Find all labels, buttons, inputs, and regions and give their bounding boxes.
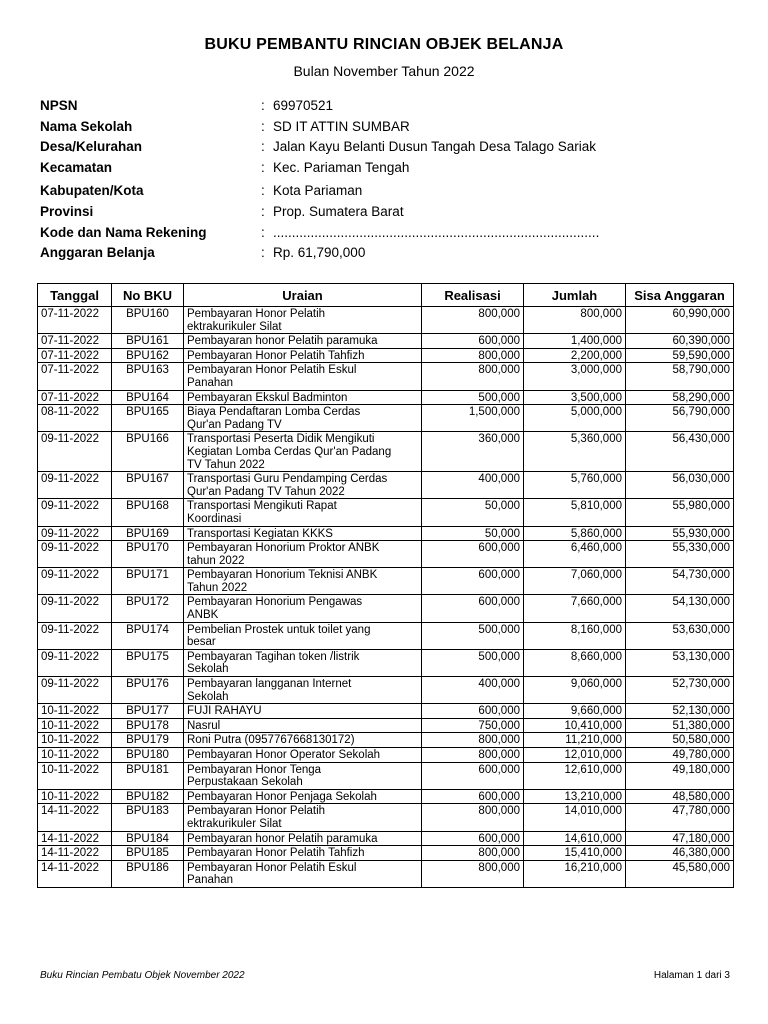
uraian-line: ektrakurikuler Silat xyxy=(187,817,282,830)
cell-realisasi: 800,000 xyxy=(422,846,524,861)
cell-uraian xyxy=(184,622,422,649)
header-no-bku: No BKU xyxy=(112,284,184,307)
uraian-line: Pembayaran honor Pelatih paramuka xyxy=(187,832,378,845)
uraian-line: Transportasi Peserta Didik Mengikuti xyxy=(187,433,375,446)
uraian-line: ektrakurikuler Silat xyxy=(187,320,282,333)
cell-realisasi: 800,000 xyxy=(422,748,524,763)
cell-uraian xyxy=(184,649,422,676)
table-row xyxy=(38,804,734,831)
uraian-line: Pembayaran Honorium Pengawas xyxy=(187,596,363,609)
cell-sisa-anggaran: 54,730,000 xyxy=(626,568,734,595)
cell-realisasi: 500,000 xyxy=(422,649,524,676)
cell-jumlah: 9,060,000 xyxy=(524,677,626,704)
uraian-line: Pembayaran Tagihan token /listrik xyxy=(187,650,360,663)
cell-jumlah: 7,660,000 xyxy=(524,595,626,622)
cell-uraian xyxy=(184,541,422,568)
uraian-line: Qur'an Padang TV xyxy=(187,418,282,431)
cell-no-bku: BPU179 xyxy=(112,733,184,748)
uraian-line: Transportasi Kegiatan KKKS xyxy=(187,527,333,540)
table-body xyxy=(38,307,734,888)
cell-uraian xyxy=(184,432,422,472)
cell-sisa-anggaran: 56,030,000 xyxy=(626,472,734,499)
info-separator: : xyxy=(261,183,265,199)
uraian-line: Pembayaran Honor Pelatih Eskul xyxy=(187,861,357,874)
table-row xyxy=(38,348,734,363)
cell-no-bku: BPU164 xyxy=(112,390,184,405)
table-row xyxy=(38,704,734,719)
cell-no-bku: BPU160 xyxy=(112,307,184,334)
cell-sisa-anggaran: 47,180,000 xyxy=(626,831,734,846)
cell-no-bku: BPU161 xyxy=(112,334,184,349)
cell-realisasi: 600,000 xyxy=(422,568,524,595)
info-label: Nama Sekolah xyxy=(40,118,133,134)
cell-jumlah: 3,000,000 xyxy=(524,363,626,390)
cell-no-bku: BPU163 xyxy=(112,363,184,390)
info-row-npsn xyxy=(40,98,740,119)
info-row-kode-rekening xyxy=(40,225,740,246)
cell-jumlah: 3,500,000 xyxy=(524,390,626,405)
cell-realisasi: 800,000 xyxy=(422,307,524,334)
cell-tanggal: 09-11-2022 xyxy=(38,622,112,649)
cell-no-bku: BPU181 xyxy=(112,762,184,789)
uraian-line: Pembayaran Honor Pelatih Tahfizh xyxy=(187,847,365,860)
cell-realisasi: 50,000 xyxy=(422,526,524,541)
info-label: Provinsi xyxy=(40,203,94,219)
cell-no-bku: BPU165 xyxy=(112,405,184,432)
cell-tanggal: 07-11-2022 xyxy=(38,348,112,363)
cell-realisasi: 800,000 xyxy=(422,348,524,363)
cell-uraian xyxy=(184,526,422,541)
uraian-line: tahun 2022 xyxy=(187,554,245,567)
cell-sisa-anggaran: 56,430,000 xyxy=(626,432,734,472)
cell-tanggal: 09-11-2022 xyxy=(38,568,112,595)
uraian-line: FUJI RAHAYU xyxy=(187,705,262,718)
cell-jumlah: 5,760,000 xyxy=(524,472,626,499)
cell-uraian xyxy=(184,348,422,363)
cell-realisasi: 750,000 xyxy=(422,718,524,733)
header-sisa-anggaran: Sisa Anggaran xyxy=(626,284,734,307)
cell-no-bku: BPU176 xyxy=(112,677,184,704)
table-row xyxy=(38,363,734,390)
info-row-desa xyxy=(40,139,740,160)
cell-jumlah: 5,810,000 xyxy=(524,499,626,526)
cell-tanggal: 10-11-2022 xyxy=(38,704,112,719)
cell-no-bku: BPU180 xyxy=(112,748,184,763)
cell-no-bku: BPU167 xyxy=(112,472,184,499)
cell-sisa-anggaran: 52,130,000 xyxy=(626,704,734,719)
info-value: Prop. Sumatera Barat xyxy=(273,203,404,219)
table-row xyxy=(38,789,734,804)
cell-jumlah: 8,660,000 xyxy=(524,649,626,676)
cell-no-bku: BPU184 xyxy=(112,831,184,846)
uraian-line: Pembayaran Honor Pelatih Eskul xyxy=(187,364,357,377)
table-row xyxy=(38,846,734,861)
cell-no-bku: BPU162 xyxy=(112,348,184,363)
uraian-line: Panahan xyxy=(187,874,234,887)
cell-realisasi: 800,000 xyxy=(422,804,524,831)
cell-no-bku: BPU177 xyxy=(112,704,184,719)
cell-tanggal: 14-11-2022 xyxy=(38,860,112,887)
cell-jumlah: 11,210,000 xyxy=(524,733,626,748)
uraian-line: Pembayaran Honor Penjaga Sekolah xyxy=(187,790,377,803)
info-separator: : xyxy=(261,159,265,175)
info-row-nama-sekolah xyxy=(40,119,740,140)
table-row xyxy=(38,733,734,748)
cell-no-bku: BPU171 xyxy=(112,568,184,595)
uraian-line: Transportasi Mengikuti Rapat xyxy=(187,500,337,513)
cell-sisa-anggaran: 51,380,000 xyxy=(626,718,734,733)
cell-sisa-anggaran: 56,790,000 xyxy=(626,405,734,432)
cell-no-bku: BPU186 xyxy=(112,860,184,887)
info-label: Anggaran Belanja xyxy=(40,245,155,261)
cell-tanggal: 10-11-2022 xyxy=(38,789,112,804)
cell-jumlah: 12,610,000 xyxy=(524,762,626,789)
cell-no-bku: BPU169 xyxy=(112,526,184,541)
cell-tanggal: 07-11-2022 xyxy=(38,334,112,349)
cell-sisa-anggaran: 50,580,000 xyxy=(626,733,734,748)
cell-tanggal: 14-11-2022 xyxy=(38,846,112,861)
cell-sisa-anggaran: 53,630,000 xyxy=(626,622,734,649)
table-row xyxy=(38,390,734,405)
cell-uraian xyxy=(184,733,422,748)
uraian-line: Tahun 2022 xyxy=(187,581,248,594)
school-info xyxy=(40,98,740,266)
cell-no-bku: BPU168 xyxy=(112,499,184,526)
cell-tanggal: 09-11-2022 xyxy=(38,677,112,704)
cell-no-bku: BPU166 xyxy=(112,432,184,472)
table-row xyxy=(38,334,734,349)
uraian-line: Koordinasi xyxy=(187,512,242,525)
cell-sisa-anggaran: 58,790,000 xyxy=(626,363,734,390)
uraian-line: Roni Putra (0957767668130172) xyxy=(187,734,355,747)
header-jumlah: Jumlah xyxy=(524,284,626,307)
cell-no-bku: BPU172 xyxy=(112,595,184,622)
cell-sisa-anggaran: 49,780,000 xyxy=(626,748,734,763)
info-label: Kabupaten/Kota xyxy=(40,183,144,199)
uraian-line: Pembayaran Honor Tenga xyxy=(187,763,322,776)
cell-jumlah: 14,010,000 xyxy=(524,804,626,831)
table-row xyxy=(38,677,734,704)
cell-tanggal: 07-11-2022 xyxy=(38,307,112,334)
uraian-line: Kegiatan Lomba Cerdas Qur'an Padang xyxy=(187,445,392,458)
cell-sisa-anggaran: 45,580,000 xyxy=(626,860,734,887)
uraian-line: Pembayaran Ekskul Badminton xyxy=(187,391,348,404)
cell-jumlah: 6,460,000 xyxy=(524,541,626,568)
table-row xyxy=(38,860,734,887)
cell-sisa-anggaran: 53,130,000 xyxy=(626,649,734,676)
cell-realisasi: 600,000 xyxy=(422,704,524,719)
footer-page-number: Halaman 1 dari 3 xyxy=(653,970,730,981)
header-uraian: Uraian xyxy=(184,284,422,307)
info-value: 69970521 xyxy=(273,98,334,113)
table-row xyxy=(38,568,734,595)
cell-uraian xyxy=(184,704,422,719)
cell-realisasi: 360,000 xyxy=(422,432,524,472)
info-separator: : xyxy=(261,224,265,240)
uraian-line: Pembayaran Honorium Proktor ANBK xyxy=(187,542,380,555)
table-row xyxy=(38,622,734,649)
cell-realisasi: 500,000 xyxy=(422,390,524,405)
info-value: Rp. 61,790,000 xyxy=(273,245,366,261)
uraian-line: Perpustakaan Sekolah xyxy=(187,776,303,789)
uraian-line: ANBK xyxy=(187,609,219,622)
cell-uraian xyxy=(184,718,422,733)
uraian-line: Transportasi Guru Pendamping Cerdas xyxy=(187,473,388,486)
info-value: Kec. Pariaman Tengah xyxy=(273,159,410,175)
uraian-line: Nasrul xyxy=(187,719,221,732)
table-row xyxy=(38,499,734,526)
cell-uraian xyxy=(184,846,422,861)
cell-tanggal: 07-11-2022 xyxy=(38,390,112,405)
cell-uraian xyxy=(184,860,422,887)
uraian-line: Pembayaran langganan Internet xyxy=(187,678,352,691)
cell-no-bku: BPU170 xyxy=(112,541,184,568)
cell-sisa-anggaran: 54,130,000 xyxy=(626,595,734,622)
cell-realisasi: 800,000 xyxy=(422,860,524,887)
info-separator: : xyxy=(261,118,265,134)
table-row xyxy=(38,472,734,499)
cell-jumlah: 13,210,000 xyxy=(524,789,626,804)
cell-jumlah: 5,000,000 xyxy=(524,405,626,432)
cell-sisa-anggaran: 58,290,000 xyxy=(626,390,734,405)
cell-uraian xyxy=(184,595,422,622)
table-row xyxy=(38,748,734,763)
bku-table xyxy=(37,283,734,888)
uraian-line: besar xyxy=(187,636,216,649)
table-row xyxy=(38,649,734,676)
cell-tanggal: 14-11-2022 xyxy=(38,804,112,831)
cell-uraian xyxy=(184,762,422,789)
cell-tanggal: 09-11-2022 xyxy=(38,595,112,622)
cell-jumlah: 15,410,000 xyxy=(524,846,626,861)
uraian-line: TV Tahun 2022 xyxy=(187,458,265,471)
table-row xyxy=(38,432,734,472)
info-value: ....................................................................................... xyxy=(273,224,600,240)
uraian-line: Sekolah xyxy=(187,663,229,676)
cell-realisasi: 800,000 xyxy=(422,363,524,390)
cell-no-bku: BPU175 xyxy=(112,649,184,676)
info-value: Jalan Kayu Belanti Dusun Tangah Desa Talago Sariak xyxy=(273,139,596,155)
info-label: NPSN xyxy=(40,98,78,113)
cell-sisa-anggaran: 55,980,000 xyxy=(626,499,734,526)
cell-uraian xyxy=(184,472,422,499)
cell-realisasi: 400,000 xyxy=(422,472,524,499)
info-separator: : xyxy=(261,245,265,261)
cell-tanggal: 10-11-2022 xyxy=(38,762,112,789)
cell-uraian xyxy=(184,789,422,804)
cell-realisasi: 1,500,000 xyxy=(422,405,524,432)
info-value: SD IT ATTIN SUMBAR xyxy=(273,118,410,134)
cell-sisa-anggaran: 49,180,000 xyxy=(626,762,734,789)
cell-realisasi: 50,000 xyxy=(422,499,524,526)
cell-uraian xyxy=(184,748,422,763)
cell-no-bku: BPU178 xyxy=(112,718,184,733)
table-row xyxy=(38,526,734,541)
uraian-line: Pembayaran honor Pelatih paramuka xyxy=(187,335,378,348)
info-value: Kota Pariaman xyxy=(273,183,363,199)
cell-realisasi: 400,000 xyxy=(422,677,524,704)
cell-sisa-anggaran: 59,590,000 xyxy=(626,348,734,363)
cell-realisasi: 600,000 xyxy=(422,762,524,789)
cell-jumlah: 12,010,000 xyxy=(524,748,626,763)
cell-jumlah: 10,410,000 xyxy=(524,718,626,733)
document-title: BUKU PEMBANTU RINCIAN OBJEK BELANJA xyxy=(204,36,564,53)
cell-jumlah: 7,060,000 xyxy=(524,568,626,595)
info-label: Kode dan Nama Rekening xyxy=(40,224,207,240)
info-row-anggaran xyxy=(40,245,740,266)
cell-uraian xyxy=(184,307,422,334)
cell-sisa-anggaran: 46,380,000 xyxy=(626,846,734,861)
cell-uraian xyxy=(184,804,422,831)
info-row-kabupaten xyxy=(40,183,740,204)
cell-realisasi: 600,000 xyxy=(422,334,524,349)
table-row xyxy=(38,307,734,334)
cell-jumlah: 5,860,000 xyxy=(524,526,626,541)
cell-uraian xyxy=(184,499,422,526)
document-subtitle: Bulan November Tahun 2022 xyxy=(293,63,475,79)
cell-tanggal: 14-11-2022 xyxy=(38,831,112,846)
cell-tanggal: 09-11-2022 xyxy=(38,526,112,541)
cell-no-bku: BPU174 xyxy=(112,622,184,649)
cell-realisasi: 600,000 xyxy=(422,789,524,804)
cell-uraian xyxy=(184,831,422,846)
cell-sisa-anggaran: 47,780,000 xyxy=(626,804,734,831)
uraian-line: Pembayaran Honor Pelatih xyxy=(187,805,326,818)
cell-tanggal: 09-11-2022 xyxy=(38,649,112,676)
table-row xyxy=(38,541,734,568)
cell-realisasi: 600,000 xyxy=(422,541,524,568)
info-separator: : xyxy=(261,98,265,113)
cell-tanggal: 09-11-2022 xyxy=(38,541,112,568)
cell-no-bku: BPU185 xyxy=(112,846,184,861)
info-separator: : xyxy=(261,203,265,219)
cell-jumlah: 8,160,000 xyxy=(524,622,626,649)
cell-jumlah: 5,360,000 xyxy=(524,432,626,472)
cell-sisa-anggaran: 60,990,000 xyxy=(626,307,734,334)
uraian-line: Panahan xyxy=(187,376,234,389)
info-label: Desa/Kelurahan xyxy=(40,139,143,155)
table-row xyxy=(38,831,734,846)
cell-jumlah: 16,210,000 xyxy=(524,860,626,887)
uraian-line: Pembayaran Honor Operator Sekolah xyxy=(187,749,381,761)
cell-tanggal: 08-11-2022 xyxy=(38,405,112,432)
cell-realisasi: 600,000 xyxy=(422,831,524,846)
cell-jumlah: 800,000 xyxy=(524,307,626,334)
cell-uraian xyxy=(184,677,422,704)
table-row xyxy=(38,718,734,733)
cell-jumlah: 1,400,000 xyxy=(524,334,626,349)
uraian-line: Qur'an Padang TV Tahun 2022 xyxy=(187,485,345,498)
cell-uraian xyxy=(184,363,422,390)
cell-tanggal: 09-11-2022 xyxy=(38,432,112,472)
cell-uraian xyxy=(184,334,422,349)
info-separator: : xyxy=(261,139,265,155)
cell-sisa-anggaran: 55,930,000 xyxy=(626,526,734,541)
cell-tanggal: 07-11-2022 xyxy=(38,363,112,390)
uraian-line: Sekolah xyxy=(187,690,229,703)
cell-uraian xyxy=(184,405,422,432)
cell-uraian xyxy=(184,568,422,595)
cell-tanggal: 09-11-2022 xyxy=(38,499,112,526)
cell-tanggal: 10-11-2022 xyxy=(38,748,112,763)
cell-realisasi: 500,000 xyxy=(422,622,524,649)
header-tanggal: Tanggal xyxy=(38,284,112,307)
cell-tanggal: 10-11-2022 xyxy=(38,733,112,748)
cell-jumlah: 9,660,000 xyxy=(524,704,626,719)
cell-tanggal: 09-11-2022 xyxy=(38,472,112,499)
footer-document-name: Buku Rincian Pembatu Objek November 2022 xyxy=(40,970,245,981)
cell-sisa-anggaran: 55,330,000 xyxy=(626,541,734,568)
uraian-line: Pembelian Prostek untuk toilet yang xyxy=(187,623,371,636)
cell-sisa-anggaran: 48,580,000 xyxy=(626,789,734,804)
table-row xyxy=(38,595,734,622)
uraian-line: Biaya Pendaftaran Lomba Cerdas xyxy=(187,406,361,419)
cell-tanggal: 10-11-2022 xyxy=(38,718,112,733)
info-label: Kecamatan xyxy=(40,159,113,175)
table-row xyxy=(38,405,734,432)
info-row-provinsi xyxy=(40,204,740,225)
cell-no-bku: BPU183 xyxy=(112,804,184,831)
table-row xyxy=(38,762,734,789)
cell-no-bku: BPU182 xyxy=(112,789,184,804)
uraian-line: Pembayaran Honor Pelatih xyxy=(187,308,326,320)
uraian-line: Pembayaran Honorium Teknisi ANBK xyxy=(187,569,378,582)
cell-realisasi: 600,000 xyxy=(422,595,524,622)
cell-sisa-anggaran: 52,730,000 xyxy=(626,677,734,704)
info-row-kecamatan xyxy=(40,160,740,181)
cell-jumlah: 2,200,000 xyxy=(524,348,626,363)
cell-uraian xyxy=(184,390,422,405)
cell-sisa-anggaran: 60,390,000 xyxy=(626,334,734,349)
header-realisasi: Realisasi xyxy=(422,284,524,307)
table-header-row xyxy=(38,284,734,307)
cell-jumlah: 14,610,000 xyxy=(524,831,626,846)
uraian-line: Pembayaran Honor Pelatih Tahfizh xyxy=(187,349,365,362)
cell-realisasi: 800,000 xyxy=(422,733,524,748)
